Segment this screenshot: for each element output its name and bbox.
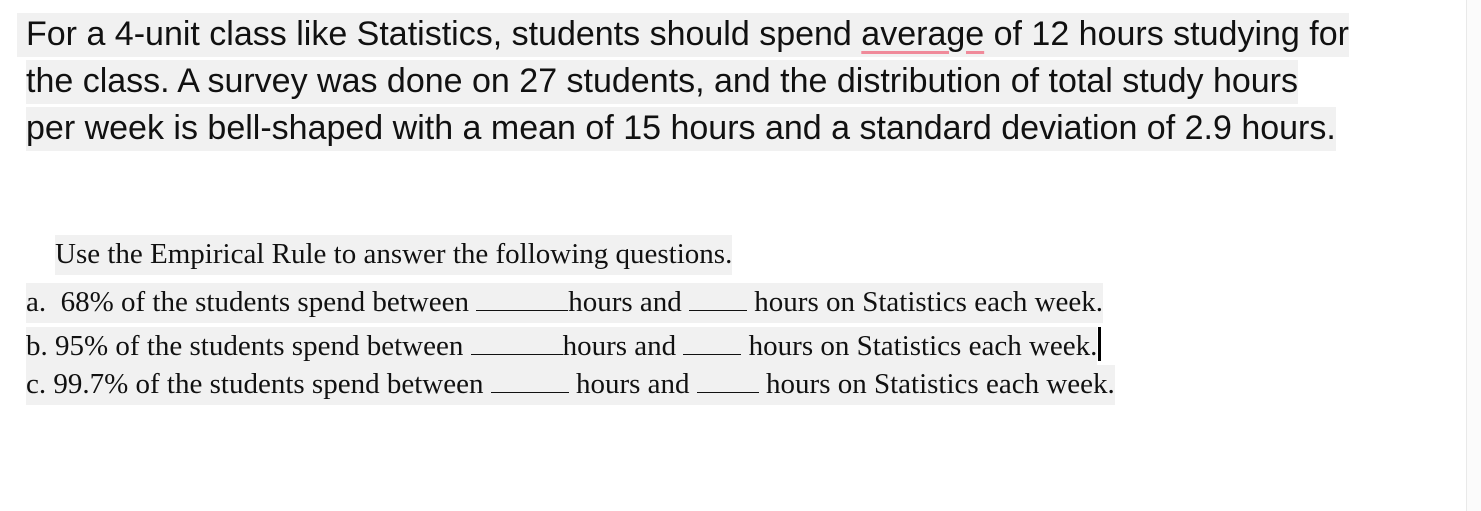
page-edge-divider (1466, 0, 1467, 511)
answer-blank-c-lower[interactable] (491, 370, 569, 393)
question-a[interactable] (26, 286, 1103, 319)
question-c[interactable] (26, 368, 1115, 401)
spellcheck-flagged-word[interactable]: average (861, 15, 985, 53)
question-c-start: c. 99.7% of the students spend between (26, 368, 491, 400)
answer-blank-c-upper[interactable] (697, 370, 759, 393)
problem-paragraph[interactable] (26, 11, 1349, 152)
instruction-text: Use the Empirical Rule to answer the following questions. (55, 235, 732, 275)
problem-line-1-end: of 12 hours studying for (984, 15, 1349, 53)
question-b[interactable] (26, 327, 1101, 363)
problem-line-2-text: the class. A survey was done on 27 students, and the distribution of total study hours (26, 60, 1298, 104)
question-c-end: hours on Statistics each week. (758, 368, 1115, 400)
answer-blank-a-lower[interactable] (476, 288, 568, 311)
answer-blank-b-lower[interactable] (471, 332, 563, 355)
question-b-middle: hours and (562, 330, 684, 362)
scrollbar-track[interactable] (1467, 0, 1481, 511)
text-cursor (1098, 327, 1101, 361)
question-a-end: hours on Statistics each week. (747, 286, 1104, 318)
answer-blank-b-upper[interactable] (683, 332, 741, 355)
answer-blank-a-upper[interactable] (689, 288, 747, 311)
question-c-middle: hours and (568, 368, 697, 400)
problem-line-3-text: per week is bell-shaped with a mean of 15 hours and a standard deviation of 2.9 hours. (26, 107, 1336, 151)
problem-line-1-start: For a 4-unit class like Statistics, students should spend (26, 15, 862, 53)
question-b-end: hours on Statistics each week. (741, 330, 1098, 362)
question-a-middle: hours and (568, 286, 690, 318)
problem-line-2 (26, 58, 1349, 105)
question-a-start: a. 68% of the students spend between (26, 286, 477, 318)
problem-line-3 (26, 105, 1349, 152)
question-b-start: b. 95% of the students spend between (26, 330, 471, 362)
problem-line-1 (26, 11, 1349, 58)
